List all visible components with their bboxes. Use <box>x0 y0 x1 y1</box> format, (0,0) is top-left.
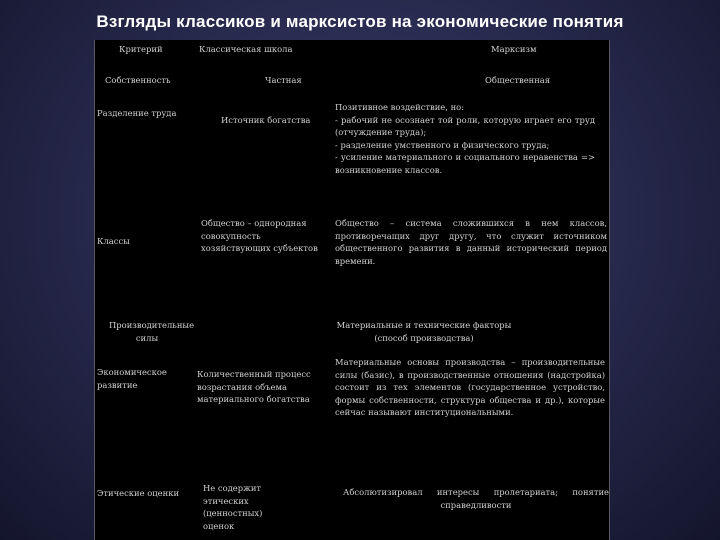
row-division-marxism: Позитивное воздействие, но: - рабочий не осознает той роли, которую играет его труд (отчуждение труда); - разделение умственного и физического труда; - усиление материального и социального неравенства => возникновение классов. <box>335 102 595 175</box>
row-property-marxism: Общественная <box>485 75 551 85</box>
row-division-criterion: Разделение труда <box>97 108 177 118</box>
row-property-criterion: Собственность <box>105 75 171 85</box>
comparison-table <box>94 40 610 540</box>
row-property-classical: Частная <box>265 75 302 85</box>
row-ethics-criterion: Этические оценки <box>97 488 180 498</box>
row-forces-criterion: Производительные силы <box>109 320 195 343</box>
row-economy-marxism: Материальные основы производства – производительные силы (базис), в производственные отношения (надстройка) состоит из тех элементов (государственное устройство, формы собственности, структура общества и др.), которые сейчас называют институциональными. <box>335 357 605 417</box>
header-classical: Классическая школа <box>199 44 293 54</box>
row-economy-criterion: Экономическое развитие <box>97 367 167 390</box>
slide-title: Взгляды классиков и марксистов на экономические понятия <box>96 12 624 31</box>
header-criterion: Критерий <box>119 44 163 54</box>
row-economy-classical: Количественный процесс возрастания объема материального богатства <box>197 369 311 404</box>
row-classes-marxism: Общество – система сложившихся в нем классов, противоречащих друг другу, что служит источником общественного развития в данный исторический период времени. <box>335 218 607 266</box>
row-forces-marxism: Материальные и технические факторы (способ производства) <box>336 320 512 343</box>
row-ethics-marxism: Абсолютизировал интересы пролетариата; понятие справедливости <box>343 487 609 510</box>
row-division-classical: Источник богатства <box>221 115 311 125</box>
header-marxism: Марксизм <box>491 44 537 54</box>
row-ethics-classical: Не содержит этических (ценностных) оценок <box>203 483 263 531</box>
row-classes-classical: Общество – однородная совокупность хозяйствующих субъектов <box>201 218 318 253</box>
row-classes-criterion: Классы <box>97 236 130 246</box>
